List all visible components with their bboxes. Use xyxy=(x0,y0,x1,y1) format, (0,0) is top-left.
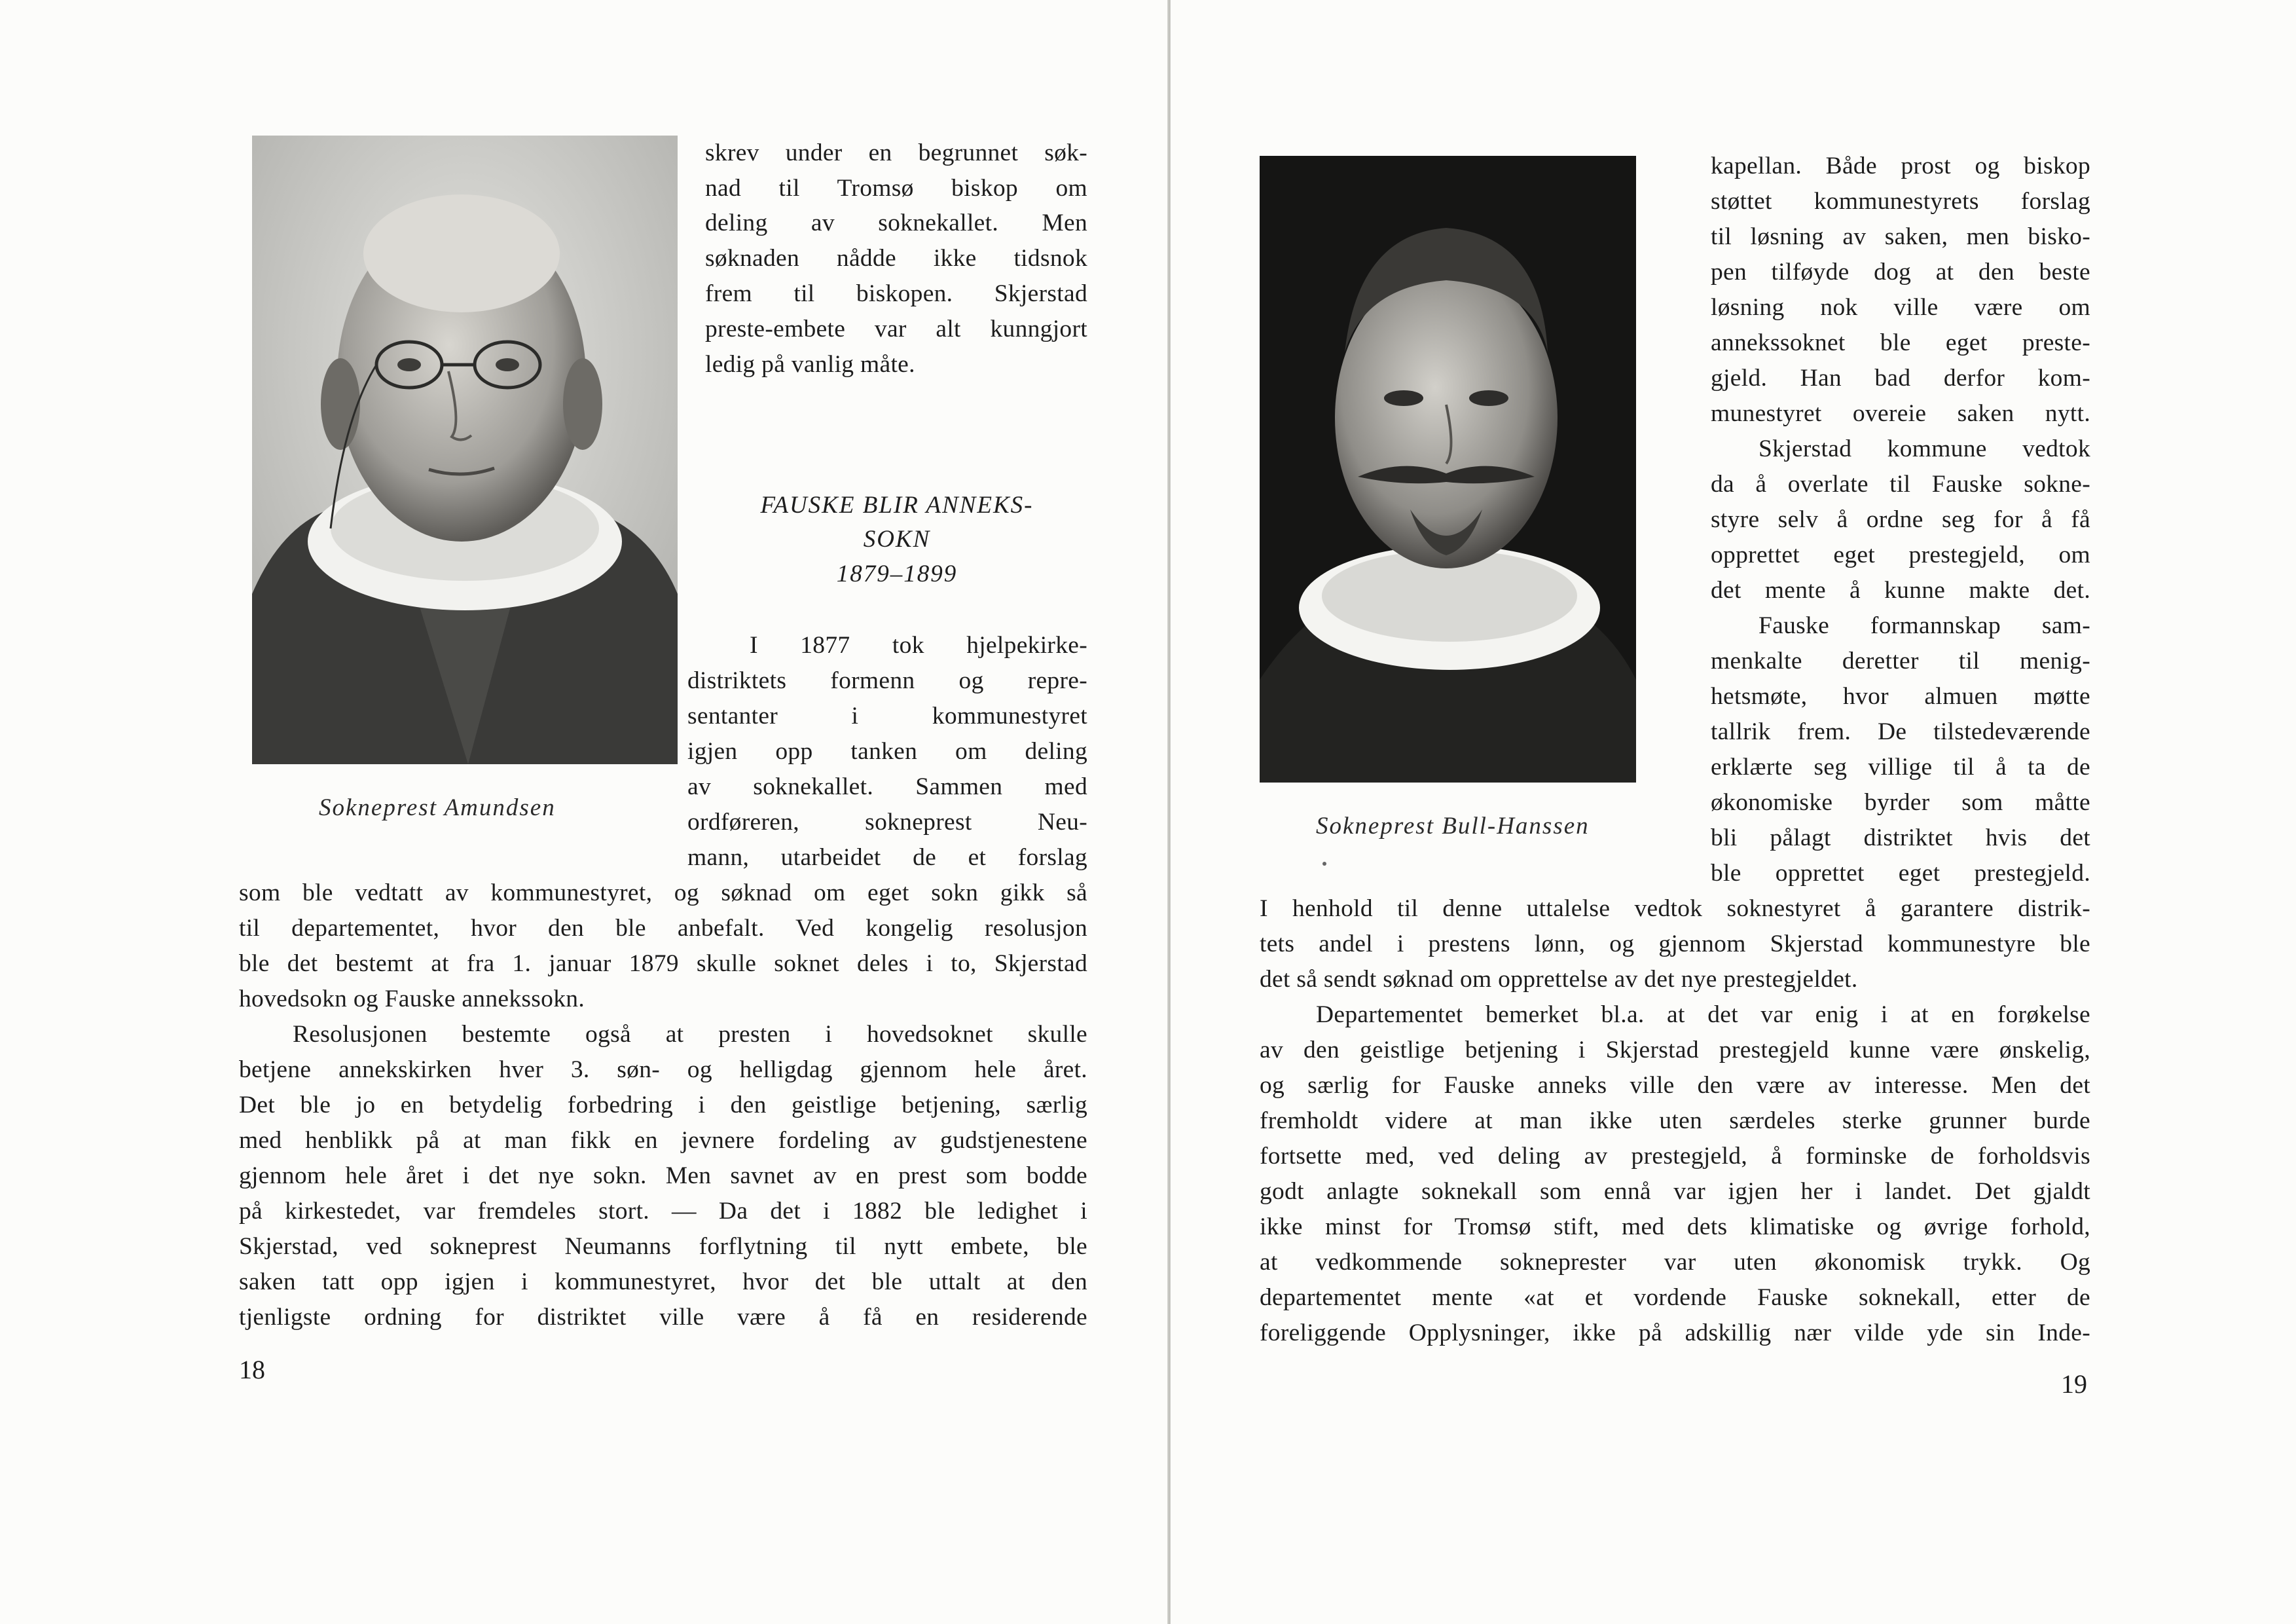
text-line: menkalte deretter til menig- xyxy=(1711,648,2090,674)
text-line: betjene annekskirken hver 3. søn- og helligdag gjennom hele året. xyxy=(239,1056,1087,1083)
text-line: godt anlagte soknekall som ennå var igjen her i landet. Det gjaldt xyxy=(1260,1178,2090,1205)
text-line: ledig på vanlig måte. xyxy=(705,351,915,378)
text-line: søknaden nådde ikke tidsnok xyxy=(705,245,1087,272)
text-line: økonomiske byrder som måtte xyxy=(1711,789,2090,816)
text-line: kapellan. Både prost og biskop xyxy=(1711,153,2090,179)
text-line: Resolusjonen bestemte også at presten i hovedsoknet skulle xyxy=(293,1021,1087,1048)
right-page xyxy=(1171,0,2296,1624)
photo-caption: Sokneprest Bull-Hanssen xyxy=(1316,813,1590,840)
text-line: løsning nok ville være om xyxy=(1711,294,2090,321)
text-line: erklærte seg villige til å ta de xyxy=(1711,754,2090,781)
text-line: sentanter i kommunestyret xyxy=(687,703,1087,729)
photo-caption: Sokneprest Amundsen xyxy=(319,794,556,821)
text-line: distriktets formenn og repre- xyxy=(687,667,1087,694)
heading-title-line1: FAUSKE BLIR ANNEKS- xyxy=(760,492,1034,519)
text-line: Fauske formannskap sam- xyxy=(1758,612,2090,639)
text-line: styre selv å ordne seg for å få xyxy=(1711,506,2090,533)
text-line: I 1877 tok hjelpekirke- xyxy=(750,632,1087,659)
text-line: hetsmøte, hvor almuen møtte xyxy=(1711,683,2090,710)
text-line: mann, utarbeidet de et forslag xyxy=(687,844,1087,871)
text-line: Det ble jo en betydelig forbedring i den geistlige betjening, særlig xyxy=(239,1092,1087,1118)
text-line: pen tilføyde dog at den beste xyxy=(1711,259,2090,286)
page-number-left: 18 xyxy=(239,1355,265,1384)
text-line: hovedsokn og Fauske annekssokn. xyxy=(239,986,585,1012)
text-line: som ble vedtatt av kommunestyret, og søknad om eget sokn gikk så xyxy=(239,879,1087,906)
text-line: igjen opp tanken om deling xyxy=(687,738,1087,765)
text-line: ble opprettet eget prestegjeld. xyxy=(1711,860,2090,887)
text-line: annekssoknet ble eget preste- xyxy=(1711,329,2090,356)
text-line: foreliggende Opplysninger, ikke på adskillig nær vilde yde sin Inde- xyxy=(1260,1320,2090,1346)
text-line: tjenligste ordning for distriktet ville være å få en residerende xyxy=(239,1304,1087,1331)
text-line: og særlig for Fauske anneks ville den være av interesse. Men det xyxy=(1260,1072,2090,1099)
text-line: at vedkommende sokneprester var uten økonomisk trykk. Og xyxy=(1260,1249,2090,1276)
text-line: bli pålagt distriktet hvis det xyxy=(1711,824,2090,851)
text-line: tets andel i prestens lønn, og gjennom Skjerstad kommunestyre ble xyxy=(1260,931,2090,957)
text-line: det så sendt søknad om opprettelse av det nye prestegjeldet. xyxy=(1260,966,1858,993)
text-line: støttet kommunestyrets forslag xyxy=(1711,188,2090,215)
text-line: ordføreren, sokneprest Neu- xyxy=(687,809,1087,836)
portrait-photo-bull-hanssen xyxy=(1260,156,1636,783)
text-line: deling av soknekallet. Men xyxy=(705,210,1087,236)
text-line: gjeld. Han bad derfor kom- xyxy=(1711,365,2090,392)
text-line: Skjerstad kommune vedtok xyxy=(1758,435,2090,462)
text-line: gjennom hele året i det nye sokn. Men savnet av en prest som bodde xyxy=(239,1162,1087,1189)
heading-title-line2: SOKN xyxy=(863,526,931,553)
text-line: I henhold til denne uttalelse vedtok soknestyret å garantere distrik- xyxy=(1260,895,2090,922)
text-line: fremholdt videre at man ikke uten særdeles sterke grunner burde xyxy=(1260,1107,2090,1134)
text-line: saken tatt opp igjen i kommunestyret, hvor det ble uttalt at den xyxy=(239,1268,1087,1295)
text-line: nad til Tromsø biskop om xyxy=(705,175,1087,202)
page-number-right: 19 xyxy=(2061,1369,2087,1399)
text-line: tallrik frem. De tilstedeværende xyxy=(1711,718,2090,745)
text-line: opprettet eget prestegjeld, om xyxy=(1711,542,2090,568)
text-line: med henblikk på at man fikk en jevnere fordeling av gudstjenestene xyxy=(239,1127,1087,1154)
text-line: da å overlate til Fauske sokne- xyxy=(1711,471,2090,498)
portrait-photo-amundsen xyxy=(252,136,678,764)
text-line: av soknekallet. Sammen med xyxy=(687,773,1087,800)
text-line: ble det bestemt at fra 1. januar 1879 skulle soknet deles i to, Skjerstad xyxy=(239,950,1087,977)
text-line: frem til biskopen. Skjerstad xyxy=(705,280,1087,307)
text-line: fortsette med, ved deling av prestegjeld, å forminske de forholdsvis xyxy=(1260,1143,2090,1170)
heading-years: 1879–1899 xyxy=(836,561,958,587)
text-line: til løsning av saken, men bisko- xyxy=(1711,223,2090,250)
text-line: departementet mente «at et vordende Fauske soknekall, etter de xyxy=(1260,1284,2090,1311)
text-line: på kirkestedet, var fremdeles stort. — Da det i 1882 ble ledighet i xyxy=(239,1198,1087,1225)
text-line: av den geistlige betjening i Skjerstad prestegjeld kunne være ønskelig, xyxy=(1260,1037,2090,1063)
text-line: munestyret overeie saken nytt. xyxy=(1711,400,2090,427)
text-line: det mente å kunne makte det. xyxy=(1711,577,2090,604)
text-line: ikke minst for Tromsø stift, med dets klimatiske og øvrige forhold, xyxy=(1260,1213,2090,1240)
text-line: Departementet bemerket bl.a. at det var enig i at en forøkelse xyxy=(1316,1001,2090,1028)
text-line: preste-embete var alt kunngjort xyxy=(705,316,1087,342)
text-line: skrev under en begrunnet søk- xyxy=(705,139,1087,166)
print-speck xyxy=(1322,862,1326,866)
text-line: Skjerstad, ved sokneprest Neumanns forflytning til nytt embete, ble xyxy=(239,1233,1087,1260)
text-line: til departementet, hvor den ble anbefalt. Ved kongelig resolusjon xyxy=(239,915,1087,942)
